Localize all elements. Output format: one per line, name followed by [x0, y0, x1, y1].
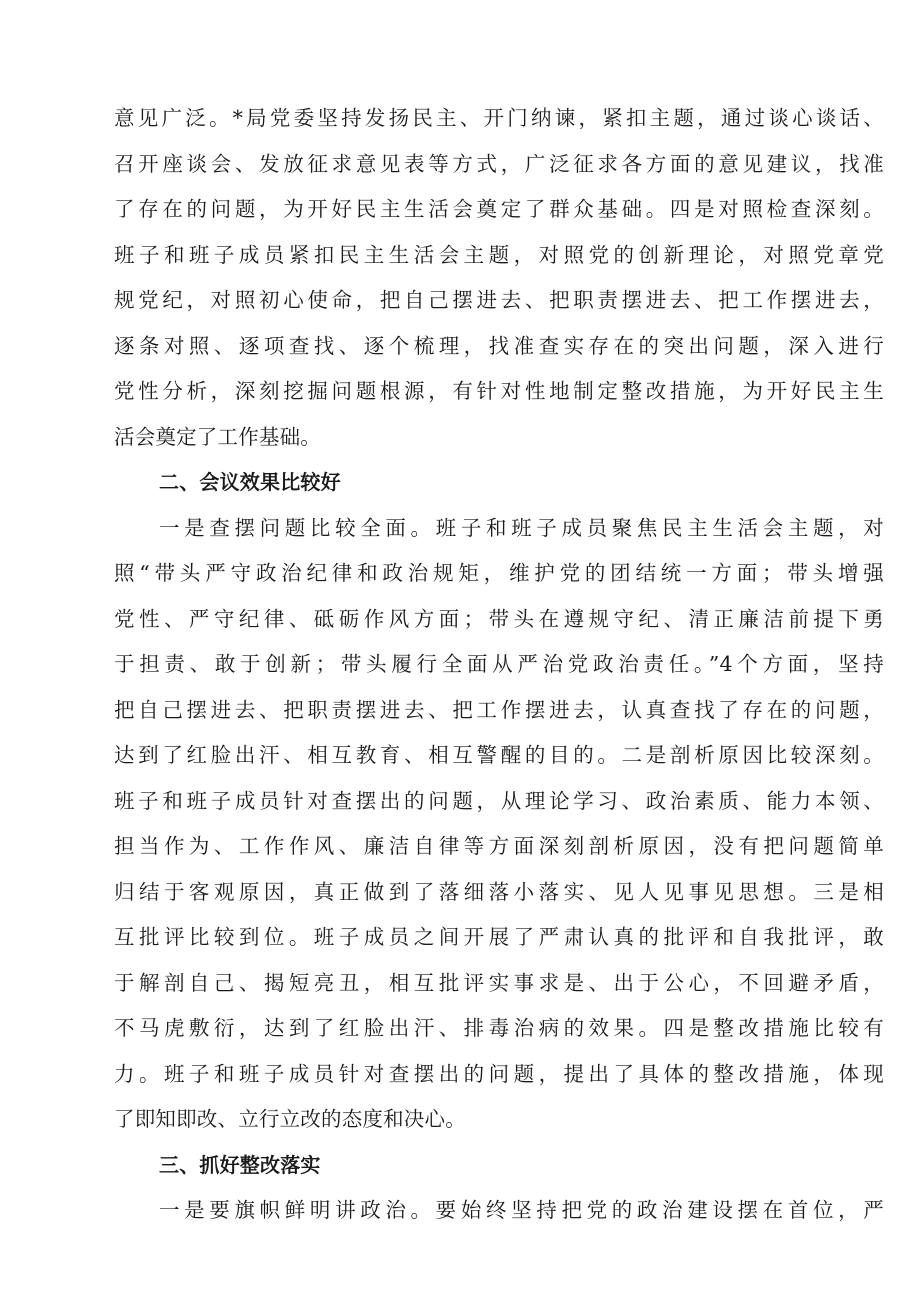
section-heading: 二、会议效果比较好	[159, 470, 341, 494]
paragraph-line: 一是要旗帜鲜明讲政治。要始终坚持把党的政治建设摆在首位，严	[159, 1198, 884, 1222]
paragraph-line: 党性、严守纪律、砥砺作风方面；带头在遵规守纪、清正廉洁前提下勇	[114, 606, 884, 631]
paragraph-line: 互批评比较到位。班子成员之间开展了严肃认真的批评和自我批评，敢	[114, 925, 884, 949]
paragraph-line: 于担责、敢于创新；带头履行全面从严治党政治责任。”4个方面，坚持	[114, 652, 884, 676]
paragraph-line: 逐条对照、逐项查找、逐个梳理，找准查实存在的突出问题，深入进行	[114, 333, 884, 358]
paragraph-line: 达到了红脸出汗、相互教育、相互警醒的目的。二是剖析原因比较深刻。	[114, 743, 884, 767]
paragraph-line: 班子和班子成员针对查摆出的问题，从理论学习、政治素质、能力本领、	[114, 788, 884, 813]
document-page	[114, 96, 884, 1234]
paragraph-line: 力。班子和班子成员针对查摆出的问题，提出了具体的整改措施，体现	[114, 1061, 884, 1086]
paragraph-line: 了存在的问题，为开好民主生活会奠定了群众基础。四是对照检查深刻。	[114, 197, 884, 221]
paragraph-line: 于解剖自己、揭短亮丑，相互批评实事求是、出于公心，不回避矛盾，	[114, 970, 884, 995]
paragraph-line: 了即知即改、立行立改的态度和决心。	[114, 1107, 466, 1131]
paragraph-line: 担当作为、工作作风、廉洁自律等方面深刻剖析原因，没有把问题简单	[114, 834, 884, 858]
paragraph-line: 不马虎敷衍，达到了红脸出汗、排毒治病的效果。四是整改措施比较有	[114, 1016, 884, 1040]
paragraph-line: 党性分析，深刻挖掘问题根源，有针对性地制定整改措施，为开好民主生	[114, 379, 884, 403]
paragraph-line: 一是查摆问题比较全面。班子和班子成员聚焦民主生活会主题，对	[159, 515, 884, 540]
paragraph-line: 规党纪，对照初心使命，把自己摆进去、把职责摆进去、把工作摆进去，	[114, 288, 884, 312]
paragraph-line: 活会奠定了工作基础。	[114, 424, 321, 449]
paragraph-line: 意见广泛。*局党委坚持发扬民主、开门纳谏，紧扣主题，通过谈心谈话、	[114, 106, 884, 130]
paragraph-line: 把自己摆进去、把职责摆进去、把工作摆进去，认真查找了存在的问题，	[114, 697, 884, 722]
paragraph-line: 召开座谈会、发放征求意见表等方式，广泛征求各方面的意见建议，找准	[114, 151, 884, 176]
paragraph-line: 归结于客观原因，真正做到了落细落小落实、见人见事见思想。三是相	[114, 879, 884, 904]
paragraph-line: 班子和班子成员紧扣民主生活会主题，对照党的创新理论，对照党章党	[114, 242, 884, 267]
section-heading: 三、抓好整改落实	[159, 1152, 321, 1177]
paragraph-line: 照“带头严守政治纪律和政治规矩，维护党的团结统一方面；带头增强	[114, 561, 884, 585]
